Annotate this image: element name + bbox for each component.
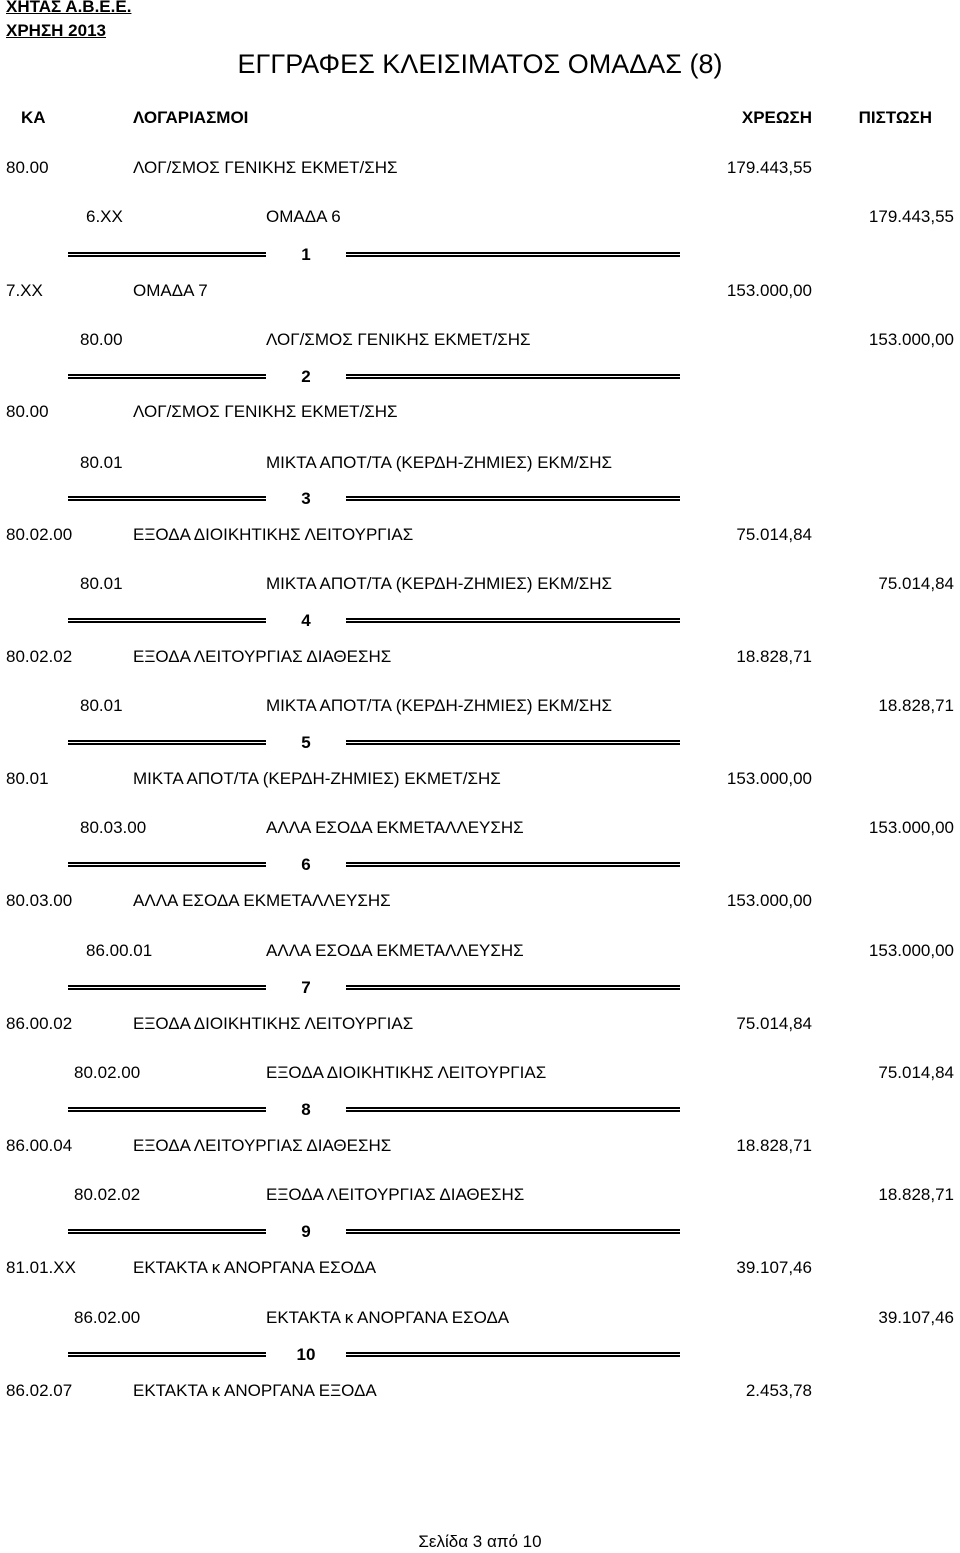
separator-line-left xyxy=(68,618,266,623)
separator-line-left xyxy=(68,374,266,379)
separator-line-right xyxy=(346,740,680,745)
credit-amount: 153.000,00 xyxy=(868,330,954,349)
account-name: ΟΜΑΔΑ 6 xyxy=(266,207,341,226)
journal-row xyxy=(0,1012,960,1036)
journal-row xyxy=(0,1183,960,1207)
separator-line-left xyxy=(68,1229,266,1234)
separator-line-right xyxy=(346,985,680,990)
column-header-debit: ΧΡΕΩΣΗ xyxy=(741,108,812,127)
journal-row xyxy=(0,1379,960,1403)
journal-row xyxy=(0,816,960,840)
separator-line-left xyxy=(68,985,266,990)
entry-separator xyxy=(68,1099,680,1123)
journal-row xyxy=(0,523,960,547)
debit-amount: 153.000,00 xyxy=(726,281,812,300)
debit-amount: 2.453,78 xyxy=(745,1381,812,1400)
account-name: ΕΞΟΔΑ ΔΙΟΙΚΗΤΙΚΗΣ ΛΕΙΤΟΥΡΓΙΑΣ xyxy=(133,1014,414,1033)
account-name: ΑΛΛΑ ΕΣΟΔΑ ΕΚΜΕΤΑΛΛΕΥΣΗΣ xyxy=(266,818,524,837)
entry-separator xyxy=(68,488,680,512)
separator-line-right xyxy=(346,862,680,867)
journal-row xyxy=(0,156,960,180)
credit-amount: 179.443,55 xyxy=(868,207,954,226)
account-name: ΕΞΟΔΑ ΔΙΟΙΚΗΤΙΚΗΣ ΛΕΙΤΟΥΡΓΙΑΣ xyxy=(266,1063,547,1082)
account-name: ΕΚΤΑΚΤΑ κ ΑΝΟΡΓΑΝΑ ΕΣΟΔΑ xyxy=(133,1258,377,1277)
journal-row xyxy=(0,694,960,718)
account-code: 86.02.00 xyxy=(74,1308,141,1327)
column-header-code: ΚΑ xyxy=(21,108,46,127)
credit-amount: 153.000,00 xyxy=(868,941,954,960)
credit-amount: 18.828,71 xyxy=(878,1185,954,1204)
entry-number: 8 xyxy=(301,1100,311,1119)
account-code: 86.02.07 xyxy=(6,1381,73,1400)
separator-line-left xyxy=(68,862,266,867)
separator-line-right xyxy=(346,496,680,501)
separator-line-right xyxy=(346,252,680,257)
journal-row xyxy=(0,1306,960,1330)
account-name: ΜΙΚΤΑ ΑΠΟΤ/ΤΑ (ΚΕΡΔΗ-ΖΗΜΙΕΣ) ΕΚΜ/ΣΗΣ xyxy=(266,696,613,715)
credit-amount: 153.000,00 xyxy=(868,818,954,837)
entry-number: 1 xyxy=(301,245,311,264)
credit-amount: 39.107,46 xyxy=(878,1308,954,1327)
account-code: 80.02.02 xyxy=(74,1185,141,1204)
credit-amount: 18.828,71 xyxy=(878,696,954,715)
credit-amount: 75.014,84 xyxy=(878,1063,954,1082)
account-code: 7.ΧΧ xyxy=(6,281,43,300)
account-code: 86.00.02 xyxy=(6,1014,73,1033)
account-name: ΜΙΚΤΑ ΑΠΟΤ/ΤΑ (ΚΕΡΔΗ-ΖΗΜΙΕΣ) ΕΚΜ/ΣΗΣ xyxy=(266,453,613,472)
account-code: 86.00.01 xyxy=(86,941,153,960)
separator-line-right xyxy=(346,1107,680,1112)
debit-amount: 75.014,84 xyxy=(736,525,812,544)
page-title-text: ΕΓΓΡΑΦΕΣ ΚΛΕΙΣΙΜΑΤΟΣ ΟΜΑΔΑΣ (8) xyxy=(237,49,723,79)
account-code: 6.ΧΧ xyxy=(86,207,123,226)
account-code: 86.00.04 xyxy=(6,1136,73,1155)
credit-amount: 75.014,84 xyxy=(878,574,954,593)
account-name: ΟΜΑΔΑ 7 xyxy=(133,281,208,300)
account-code: 80.01 xyxy=(6,769,49,788)
journal-row xyxy=(0,328,960,352)
account-code: 80.03.00 xyxy=(6,891,73,910)
account-code: 80.02.02 xyxy=(6,647,73,666)
account-name: ΕΞΟΔΑ ΔΙΟΙΚΗΤΙΚΗΣ ΛΕΙΤΟΥΡΓΙΑΣ xyxy=(133,525,414,544)
entry-separator xyxy=(68,610,680,634)
page-number: Σελίδα 3 από 10 xyxy=(418,1532,542,1551)
account-name: ΕΚΤΑΚΤΑ κ ΑΝΟΡΓΑΝΑ ΕΣΟΔΑ xyxy=(266,1308,510,1327)
separator-line-left xyxy=(68,740,266,745)
journal-row xyxy=(0,889,960,913)
debit-amount: 18.828,71 xyxy=(736,647,812,666)
journal-row xyxy=(0,1256,960,1280)
debit-amount: 179.443,55 xyxy=(726,158,812,177)
separator-line-left xyxy=(68,252,266,257)
journal-row xyxy=(0,645,960,669)
entry-separator xyxy=(68,366,680,390)
debit-amount: 18.828,71 xyxy=(736,1136,812,1155)
account-code: 80.03.00 xyxy=(80,818,147,837)
separator-line-right xyxy=(346,1229,680,1234)
account-name: ΜΙΚΤΑ ΑΠΟΤ/ΤΑ (ΚΕΡΔΗ-ΖΗΜΙΕΣ) ΕΚΜ/ΣΗΣ xyxy=(266,574,613,593)
account-code: 80.02.00 xyxy=(74,1063,141,1082)
page-title xyxy=(0,44,960,84)
separator-line-right xyxy=(346,374,680,379)
debit-amount: 153.000,00 xyxy=(726,769,812,788)
separator-line-left xyxy=(68,496,266,501)
separator-line-right xyxy=(346,618,680,623)
account-name: ΕΞΟΔΑ ΛΕΙΤΟΥΡΓΙΑΣ ΔΙΑΘΕΣΗΣ xyxy=(133,647,392,666)
account-code: 81.01.ΧΧ xyxy=(6,1258,76,1277)
entry-separator xyxy=(68,854,680,878)
account-name: ΕΚΤΑΚΤΑ κ ΑΝΟΡΓΑΝΑ ΕΞΟΔΑ xyxy=(133,1381,377,1400)
entry-number: 10 xyxy=(296,1345,316,1364)
journal-row xyxy=(0,400,960,424)
account-code: 80.00 xyxy=(80,330,123,349)
entry-separator xyxy=(68,732,680,756)
account-code: 80.00 xyxy=(6,158,49,177)
entry-number: 6 xyxy=(301,855,311,874)
account-code: 80.01 xyxy=(80,574,123,593)
account-name: ΜΙΚΤΑ ΑΠΟΤ/ΤΑ (ΚΕΡΔΗ-ΖΗΜΙΕΣ) ΕΚΜΕΤ/ΣΗΣ xyxy=(133,769,501,788)
journal-row xyxy=(0,279,960,303)
entry-separator xyxy=(68,1344,680,1368)
journal-row xyxy=(0,451,960,475)
entry-separator xyxy=(68,1221,680,1245)
fiscal-year: ΧΡΗΣΗ 2013 xyxy=(6,21,106,40)
account-name: ΑΛΛΑ ΕΣΟΔΑ ΕΚΜΕΤΑΛΛΕΥΣΗΣ xyxy=(133,891,391,910)
company-name: ΧΗΤΑΣ Α.Β.Ε.Ε. xyxy=(6,0,132,16)
separator-line-left xyxy=(68,1107,266,1112)
journal-row xyxy=(0,205,960,229)
journal-row xyxy=(0,1134,960,1158)
journal-row xyxy=(0,767,960,791)
column-header-accounts: ΛΟΓΑΡΙΑΣΜΟΙ xyxy=(133,108,249,127)
entry-number: 4 xyxy=(301,611,311,630)
account-name: ΕΞΟΔΑ ΛΕΙΤΟΥΡΓΙΑΣ ΔΙΑΘΕΣΗΣ xyxy=(266,1185,525,1204)
account-code: 80.02.00 xyxy=(6,525,73,544)
account-name: ΛΟΓ/ΣΜΟΣ ΓΕΝΙΚΗΣ ΕΚΜΕΤ/ΣΗΣ xyxy=(133,158,398,177)
account-name: ΛΟΓ/ΣΜΟΣ ΓΕΝΙΚΗΣ ΕΚΜΕΤ/ΣΗΣ xyxy=(133,402,398,421)
account-name: ΕΞΟΔΑ ΛΕΙΤΟΥΡΓΙΑΣ ΔΙΑΘΕΣΗΣ xyxy=(133,1136,392,1155)
journal-row xyxy=(0,572,960,596)
entry-number: 2 xyxy=(301,367,311,386)
column-header-credit: ΠΙΣΤΩΣΗ xyxy=(858,108,932,127)
journal-row xyxy=(0,939,960,963)
entry-number: 9 xyxy=(301,1222,311,1241)
separator-line-left xyxy=(68,1352,266,1357)
entry-number: 7 xyxy=(301,978,311,997)
account-name: ΑΛΛΑ ΕΣΟΔΑ ΕΚΜΕΤΑΛΛΕΥΣΗΣ xyxy=(266,941,524,960)
entry-separator xyxy=(68,244,680,268)
entry-number: 3 xyxy=(301,489,311,508)
entry-separator xyxy=(68,977,680,1001)
account-code: 80.00 xyxy=(6,402,49,421)
debit-amount: 39.107,46 xyxy=(736,1258,812,1277)
journal-row xyxy=(0,1061,960,1085)
account-code: 80.01 xyxy=(80,696,123,715)
account-name: ΛΟΓ/ΣΜΟΣ ΓΕΝΙΚΗΣ ΕΚΜΕΤ/ΣΗΣ xyxy=(266,330,531,349)
debit-amount: 75.014,84 xyxy=(736,1014,812,1033)
separator-line-right xyxy=(346,1352,680,1357)
account-code: 80.01 xyxy=(80,453,123,472)
debit-amount: 153.000,00 xyxy=(726,891,812,910)
entry-number: 5 xyxy=(301,733,311,752)
